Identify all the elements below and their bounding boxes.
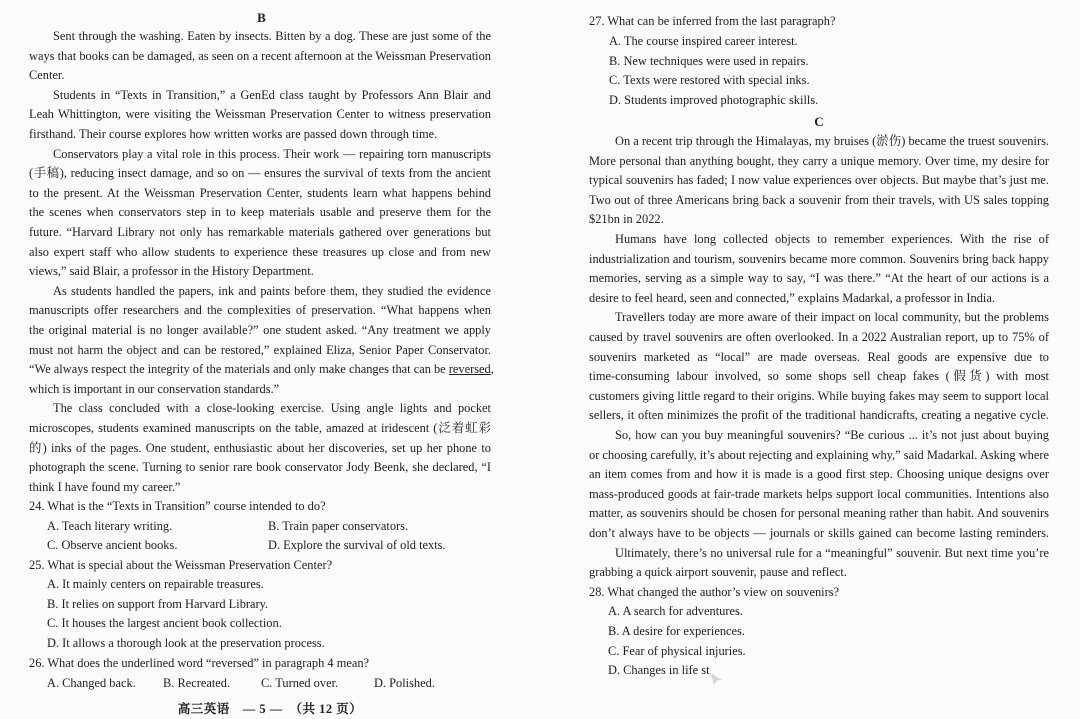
passage-line [29,360,494,380]
question-24-stem: 24. What is the “Texts in Transition” course intended to do? [29,499,326,513]
passage-line: typical souvenirs has faded; I now value experiences over objects. But maybe that’s just me. [589,173,1049,188]
option-27-a: A. The course inspired career interest. [609,34,798,48]
passage-line: Ultimately, there’s no universal rule for a “meaningful” souvenir. But next time you’re [615,545,1049,560]
passage-line: Students in “Texts in Transition,” a GenEd class taught by Professors Ann Blair and [53,87,491,102]
option-26-a: A. Changed back. [47,676,136,690]
passage-line: or choosing carefully, it’s about rejecting and explaining why,” said Madarkal. Asking where [589,447,1049,462]
passage-line: Center. [29,68,65,83]
passage-line: microscopes, students examined manuscripts on the table, amazed at iridescent (泛着虹彩 [29,421,491,435]
passage-line: photograph the scene. Turning to senior rare book conservator Jody Beenk, she declared, “I [29,460,491,475]
option-25-d: D. It allows a thorough look at the preservation process. [47,635,325,650]
passage-line: caused by travel souvenirs are often overlooked. In a 2022 Australian report, up to 75% of [589,330,1049,344]
passage-line: also expert staff who allow students to experience these treasures up close and from new [29,244,491,259]
passage-line: mass-produced goods at fair-trade markets helps support local communities. Intentions also [589,486,1049,501]
question-26-stem: 26. What does the underlined word “reversed” in paragraph 4 mean? [29,655,370,670]
passage-line: (手稿), reducing insect damage, and so on — ensures the survival of texts from the ancient [29,166,491,181]
passage-line: As students handled the papers, ink and paints before them, they studied the evidence [53,283,491,298]
option-25-a: A. It mainly centers on repairable treasures. [47,577,264,591]
option-27-b: B. New techniques were used in repairs. [609,53,809,68]
passage-line: must not harm the object and can be restored,” explained Eliza, Senior Paper Conservator. [29,342,491,357]
mouse-cursor-icon [710,672,724,686]
option-26-b: B. Recreated. [163,676,231,690]
option-24-a: A. Teach literary writing. [47,518,173,533]
option-24-d: D. Explore the survival of old texts. [268,538,446,552]
option-24-c: C. Observe ancient books. [47,538,178,552]
passage-line: memories, serving as a simple way to say, “I was there.” “At the heart of our actions is a [589,271,1049,286]
option-28-a: A. A search for adventures. [608,604,743,619]
passage-text: “We always respect the integrity of the materials and only make changes that can be [29,362,449,377]
passage-line: views,” said Blair, a professor in the History Department. [29,264,314,279]
passage-line: customers giving little regard to their origins. While buying fakes may seem to support local [589,388,1049,403]
option-26-d: D. Polished. [374,676,435,690]
passage-line: Travellers today are more aware of their impact on local community, but the problems [615,310,1049,325]
passage-line: souvenirs marketed as “local” are made overseas. Real goods are expensive due to [589,349,1049,364]
passage-line: The class concluded with a close-looking exercise. Using angle lights and pocket [53,401,491,416]
question-27-stem: 27. What can be inferred from the last paragraph? [589,14,836,28]
passage-line: Two out of three Americans bring back a souvenir from their travels, with US sales topping [589,192,1049,207]
passage-line: which is important in our conservation standards.” [29,381,280,396]
passage-line: 的) inks of the pages. One student, enthusiastic about her discoveries, set up her phone to [29,440,491,455]
option-28-b: B. A desire for experiences. [608,624,745,638]
passage-line: don’t always have to be objects — journals or skills gained can become lasting reminders. [589,526,1049,540]
passage-line: sellers, it often minimizes the profit of the traditional handicrafts, creating a negative cycle. [589,408,1049,423]
passage-line: to the present. At the Weissman Preservation Center, students learn what happens behind [29,185,491,200]
passage-line: $21bn in 2022. [589,212,664,227]
passage-line: Humans have long collected objects to remember experiences. With the rise of [615,232,1049,246]
passage-line: So, how can you buy meaningful souvenirs? “Be curious ... it’s not just about buying [615,428,1049,442]
passage-line: desire to feel heard, seen and connected,” explains Madarkal, a professor in India. [589,290,995,305]
passage-line: future. “Harvard Library not only has remarkable materials gathered over generations but [29,225,491,239]
question-25-stem: 25. What is special about the Weissman Preservation Center? [29,557,333,572]
passage-line: grabbing a quick airport souvenir, pause and reflect. [589,565,847,580]
passage-line: an item comes from and how it is made is a good first step. Choosing unique designs over [589,467,1049,482]
passage-line: the original material is no longer available?” one student asked. “Any treatment we apply [29,323,491,337]
option-24-b: B. Train paper conservators. [268,518,409,533]
passage-line: time-consuming labour involved, so some shops sell cheap fakes (假货) with most [589,369,1049,384]
option-27-c: C. Texts were restored with special inks. [609,73,810,88]
underlined-word: reversed [448,362,491,377]
section-b-heading: B [257,10,266,25]
option-25-c: C. It houses the largest ancient book collection. [47,616,282,631]
question-28-stem: 28. What changed the author’s view on souvenirs? [589,584,840,599]
option-26-c: C. Turned over. [261,676,339,690]
passage-line: firsthand. Their course explores how written works are passed down through time. [29,127,438,141]
passage-line: Leah Whittington, were visiting the Weissman Preservation Center to witness preservation [29,107,491,122]
passage-line: ways that books can be damaged, as seen on a recent afternoon at the Weissman Preservation [29,48,491,63]
passage-line: Sent through the washing. Eaten by insects. Bitten by a dog. These are just some of the [53,29,491,43]
passage-line: the scenes when conservators step in to keep materials usable and preserve them for the [29,205,491,220]
passage-line: Conservators play a vital role in this process. Their work — repairing torn manuscripts [53,146,491,161]
section-c-heading: C [814,114,824,129]
passage-text: , [490,362,494,377]
passage-line: On a recent trip through the Himalayas, my bruises (淤伤) became the truest souvenirs. [615,134,1049,148]
passage-line: More personal than anything bought, they carry a unique memory. Over time, my desire for [589,153,1049,168]
passage-line: matter, as souvenirs should be chosen for personal meaning rather than habit. And souvenirs [589,506,1049,521]
option-28-d: D. Changes in life st [608,663,710,678]
passage-line: industrialization and tourism, souvenirs became more common. Souvenirs bring back happy [589,251,1049,266]
passage-line: think I have found my career.” [29,479,181,494]
option-27-d: D. Students improved photographic skills. [609,92,819,107]
option-28-c: C. Fear of physical injuries. [608,643,746,658]
page-footer: 高三英语 — 5 — （共 12 页） [177,702,363,716]
option-25-b: B. It relies on support from Harvard Library. [47,596,269,611]
passage-line: manuscripts offer researchers and the complexities of preservation. “What happens when [29,303,491,318]
